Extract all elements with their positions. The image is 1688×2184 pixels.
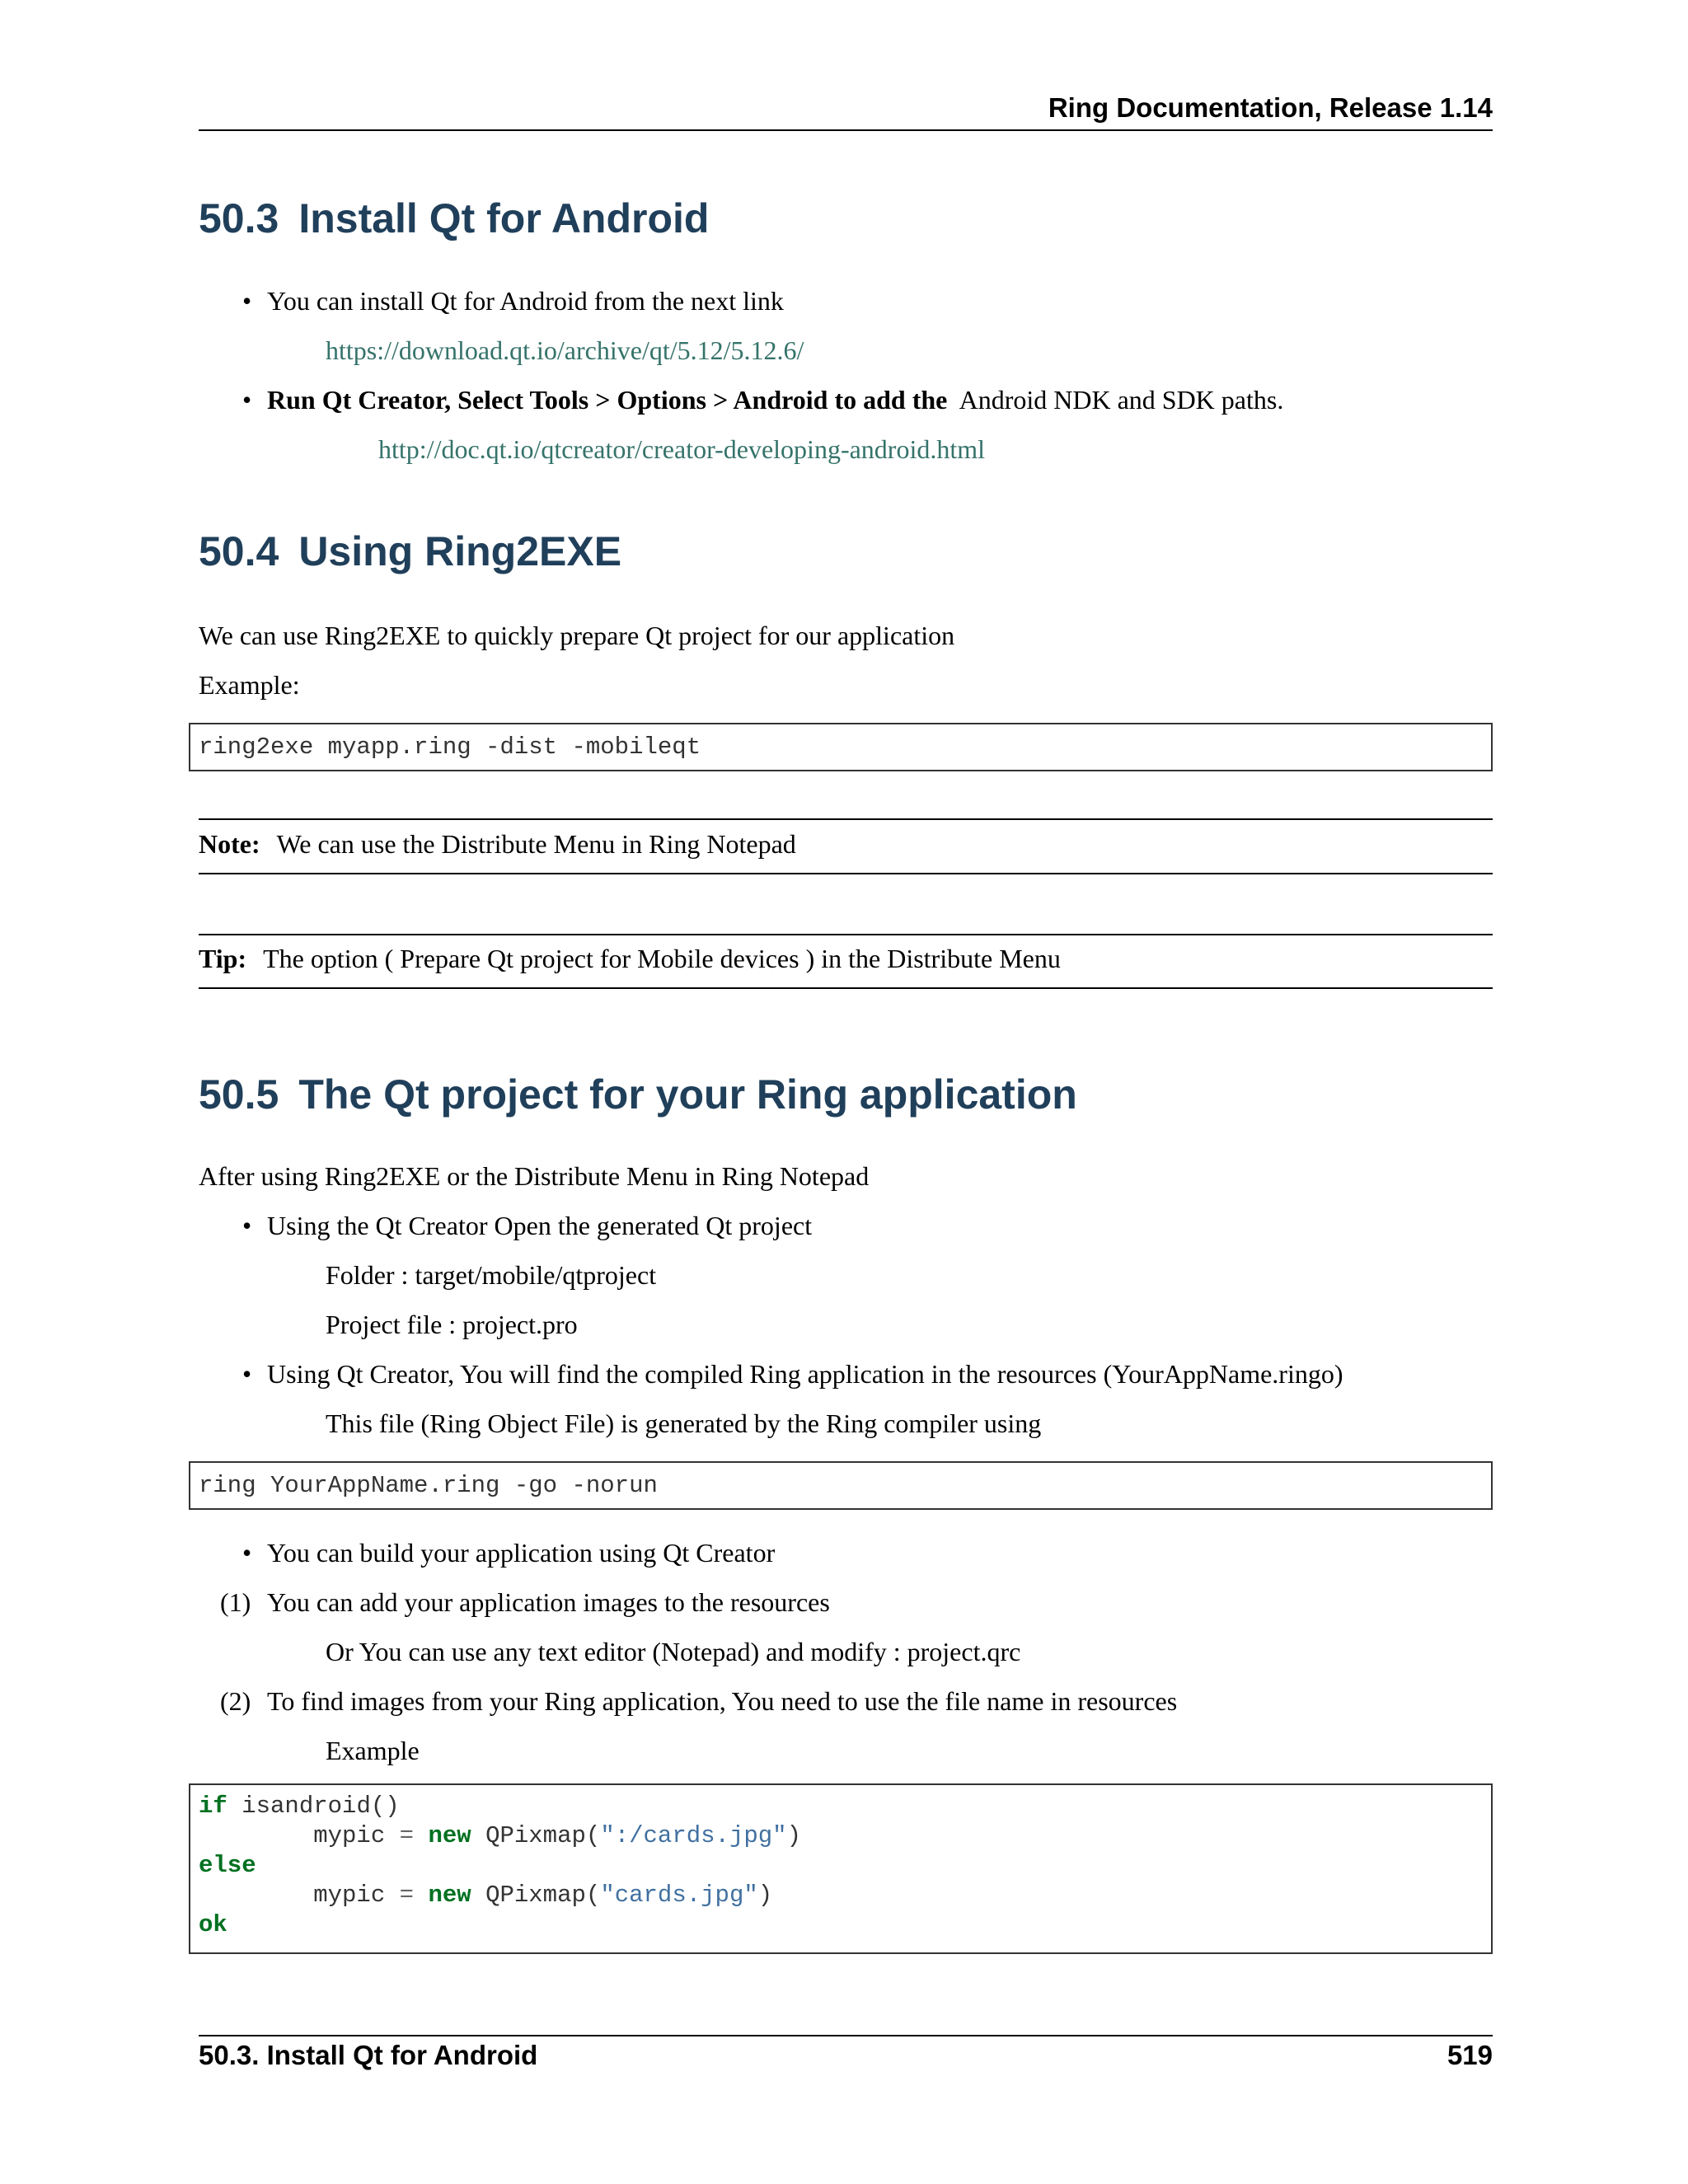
section-title: The Qt project for your Ring application [298, 1071, 1077, 1118]
section-title: Install Qt for Android [298, 195, 710, 241]
tip-title: Tip: [199, 944, 247, 973]
tip-admonition [199, 943, 1061, 974]
section-number: 50.3 [199, 195, 279, 241]
code-keyword: new [428, 1882, 471, 1909]
code-operator: = [399, 1882, 415, 1909]
code-text: QPixmap( [471, 1822, 601, 1849]
note-rule-bottom [199, 873, 1493, 874]
code-text: isandroid() [227, 1793, 400, 1820]
document-page [199, 0, 1493, 2184]
ringo-note: This file (Ring Object File) is generated by the Ring compiler using [326, 1408, 1042, 1438]
tip-text: The option ( Prepare Qt project for Mobile devices ) in the Distribute Menu [263, 944, 1061, 973]
section-number: 50.4 [199, 528, 279, 574]
code-text: ) [786, 1822, 801, 1849]
bold-text: Run Qt Creator, Select Tools > Options > Android to add the [267, 385, 948, 415]
code-keyword: new [428, 1822, 471, 1849]
bullet-build-app: • You can build your application using Qt Creator [267, 1537, 775, 1568]
code-block-isandroid [189, 1783, 1493, 1954]
code-keyword: else [199, 1852, 256, 1879]
paragraph-after-ring2exe: After using Ring2EXE or the Distribute Menu in Ring Notepad [199, 1161, 870, 1191]
footer-rule [199, 2035, 1493, 2036]
section-title: Using Ring2EXE [298, 528, 622, 574]
code-text: mypic [199, 1882, 400, 1909]
enum-item-1-sub: Or You can use any text editor (Notepad) and modify : project.qrc [326, 1637, 1021, 1666]
project-file: Project file : project.pro [326, 1310, 578, 1339]
code-text: ) [757, 1882, 773, 1909]
bullet-compiled-app: • Using Qt Creator, You will find the compiled Ring application in the resources (YourAppName.ringo) [267, 1358, 1343, 1390]
running-header: Ring Documentation, Release 1.14 [1048, 92, 1493, 123]
note-admonition [199, 828, 796, 860]
enum-item-2: To find images from your Ring application, You need to use the file name in resources [267, 1686, 1178, 1716]
enum-item-2-sub: Example [326, 1736, 420, 1765]
code-operator: = [399, 1822, 415, 1849]
code-text: QPixmap( [471, 1882, 601, 1909]
enum-item-1: You can add your application images to the resources [267, 1587, 830, 1617]
bullet-open-qt-project: • Using the Qt Creator Open the generated Qt project [267, 1210, 812, 1241]
note-text: We can use the Distribute Menu in Ring Notepad [276, 829, 796, 859]
example-label: Example: [199, 670, 300, 700]
header-rule [199, 129, 1493, 131]
code-block-ring2exe: ring2exe myapp.ring -dist -mobileqt [189, 723, 1493, 771]
section-heading-50-5 [199, 1071, 1077, 1118]
link-qtcreator-android[interactable]: http://doc.qt.io/qtcreator/creator-developing-android.html [378, 434, 986, 464]
plain-text: Android NDK and SDK paths. [959, 385, 1284, 415]
section-heading-50-4 [199, 527, 621, 575]
paragraph-ring2exe: We can use Ring2EXE to quickly prepare Qt project for our application [199, 621, 955, 650]
link-qt-archive[interactable]: https://download.qt.io/archive/qt/5.12/5.12.6/ [326, 335, 804, 365]
code-string: "cards.jpg" [600, 1882, 758, 1909]
bullet-install-qt: • You can install Qt for Android from the next link [267, 285, 784, 316]
tip-rule-bottom [199, 987, 1493, 989]
folder-path: Folder : target/mobile/qtproject [326, 1260, 657, 1290]
note-title: Note: [199, 829, 260, 859]
section-number: 50.5 [199, 1071, 279, 1118]
code-block-ring-go: ring YourAppName.ring -go -norun [189, 1461, 1493, 1510]
page-number: 519 [1447, 2040, 1493, 2070]
enum-marker-1: (1) [220, 1587, 251, 1617]
bullet-run-qt-creator [267, 384, 1283, 415]
code-text: mypic [199, 1822, 400, 1849]
code-string: ":/cards.jpg" [600, 1822, 787, 1849]
enum-marker-2: (2) [220, 1686, 251, 1716]
tip-rule-top [199, 934, 1493, 935]
note-rule-top [199, 818, 1493, 820]
code-keyword: if [199, 1793, 227, 1820]
code-keyword: ok [199, 1911, 227, 1938]
footer-section-title: 50.3. Install Qt for Android [199, 2040, 538, 2070]
section-heading-50-3 [199, 194, 709, 242]
